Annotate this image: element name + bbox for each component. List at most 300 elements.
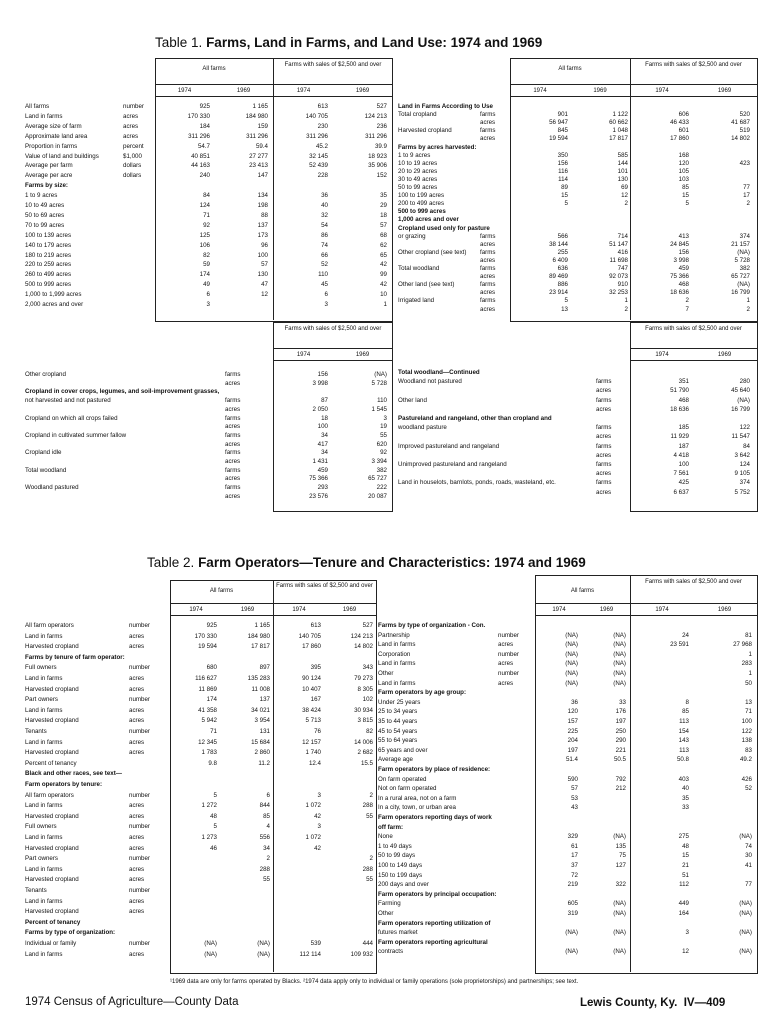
cell-value: 255 (557, 248, 568, 256)
divider (155, 84, 392, 85)
row-unit: acres (129, 844, 145, 852)
table-row (398, 490, 756, 496)
cell-value: 185 (678, 424, 689, 432)
cell-value: 449 (678, 900, 689, 908)
table-row (378, 892, 756, 898)
row-label: All farm operators (25, 791, 74, 799)
cell-value: 157 (567, 718, 578, 725)
row-unit: farms (225, 431, 241, 439)
table-row (398, 388, 756, 394)
cell-value: 2 (624, 305, 628, 313)
row-label: Average per acre (25, 172, 73, 180)
cell-value: 1 165 (252, 103, 268, 110)
year-1969: 1969 (355, 352, 370, 358)
cell-value: 1 122 (612, 111, 628, 119)
cell-value: (NA) (613, 650, 626, 658)
year-1974: 1974 (552, 607, 566, 613)
row-label: Land in farms (25, 950, 63, 958)
cell-value: 100 (678, 461, 689, 468)
row-label: 100 to 149 days (378, 862, 423, 869)
cell-value: 311 296 (188, 132, 210, 140)
row-label: Total woodland (398, 265, 440, 272)
table-row (398, 217, 756, 223)
cell-value: 197 (615, 718, 626, 725)
row-unit: number (498, 631, 519, 639)
row-unit: acres (225, 475, 241, 483)
cell-value: 164 (678, 910, 689, 917)
cell-value: (NA) (204, 940, 217, 947)
row-label: Other (378, 670, 394, 677)
cell-value: 3 954 (254, 717, 270, 725)
table-row (25, 634, 375, 640)
cell-value: 219 (567, 881, 578, 889)
row-label: Under 25 years (378, 698, 421, 706)
table-row (25, 623, 375, 629)
cell-value: 6 (266, 791, 270, 799)
cell-value: 46 (210, 844, 217, 852)
cell-value: 23 591 (670, 641, 689, 649)
row-label: Other land (398, 396, 427, 404)
divider (630, 348, 757, 349)
row-label: Corporation (378, 650, 411, 658)
cell-value: (NA) (613, 679, 626, 687)
row-unit: farms (596, 378, 612, 386)
table-row (398, 250, 756, 256)
cell-value: 120 (567, 708, 578, 716)
row-label: 50 to 99 acres (398, 184, 438, 191)
cell-value: 5 728 (371, 379, 387, 387)
cell-value: 42 (380, 281, 387, 289)
row-unit: number (498, 670, 519, 677)
cell-value: 24 (682, 631, 689, 639)
table-row (25, 193, 392, 199)
row-label: Value of land and buildings (25, 152, 99, 160)
cell-value: 27 968 (733, 641, 752, 649)
cell-value: 613 (310, 622, 321, 629)
cell-value: 23 576 (309, 492, 328, 500)
cell-value: (NA) (565, 631, 578, 639)
table-row (25, 223, 392, 229)
row-unit: number (129, 855, 150, 863)
cell-value: 23 413 (249, 162, 268, 170)
cell-value: 12 157 (302, 738, 321, 746)
divider (273, 360, 392, 361)
table-row (398, 226, 756, 232)
row-unit: acres (129, 950, 145, 958)
row-unit: farms (480, 232, 496, 240)
row-unit: acres (129, 643, 145, 651)
row-label: 100 to 139 acres (25, 231, 72, 239)
cell-value: 311 296 (365, 132, 387, 140)
row-label: Full owners (25, 664, 57, 672)
cell-value: 32 253 (609, 289, 628, 297)
cell-value: 176 (615, 708, 626, 716)
cell-value: 601 (678, 127, 689, 135)
row-label: Tenants (25, 887, 47, 894)
cell-value: 131 (259, 728, 270, 735)
row-label: In a city, town, or urban area (378, 804, 456, 812)
year-1969: 1969 (717, 352, 732, 358)
cell-value: 174 (199, 271, 210, 279)
cell-value: 75 366 (309, 475, 328, 483)
cell-value: 105 (678, 167, 689, 175)
cell-value: 106 (199, 241, 210, 249)
cell-value: 1 165 (254, 622, 270, 629)
cell-value: 39.9 (374, 142, 387, 150)
row-label: off farm: (378, 823, 404, 831)
cell-value: 2 860 (254, 749, 270, 757)
col-header-sales: Farms with sales of $2,500 and over (284, 326, 382, 332)
cell-value: 1 272 (201, 802, 217, 810)
row-label: Average size of farm (25, 122, 82, 130)
table-row (398, 434, 756, 440)
cell-value: 74 (321, 241, 328, 249)
table-row (25, 729, 375, 735)
cell-value: 792 (615, 775, 626, 783)
col-header-all-farms: All farms (209, 588, 234, 594)
row-label: Harvested cropland (25, 908, 79, 916)
cell-value: 29 (380, 202, 387, 209)
cell-value: 714 (617, 232, 628, 240)
row-unit: acres (129, 685, 145, 693)
year-1969: 1969 (342, 607, 357, 613)
cell-value: 116 (558, 167, 568, 175)
cell-value: 124 (199, 202, 210, 209)
cell-value: (NA) (565, 670, 578, 677)
row-label: Woodland pastured (25, 484, 79, 492)
cell-value: 71 (745, 708, 752, 716)
row-unit: acres (129, 865, 145, 873)
table-row (25, 134, 392, 140)
row-unit: acres (596, 433, 612, 441)
cell-value: 36 (321, 192, 328, 200)
cell-value: 1 (746, 297, 750, 305)
row-label: 200 days and over (378, 881, 429, 889)
cell-value: 21 (682, 862, 689, 869)
table-row (25, 292, 392, 298)
table-row (25, 718, 375, 724)
cell-value: 170 330 (187, 112, 210, 120)
cell-value: 44 163 (191, 162, 210, 170)
table-row (378, 921, 756, 927)
row-label: Land in farms (25, 802, 63, 810)
table-row (25, 173, 392, 179)
cell-value: 173 (257, 231, 268, 239)
row-label: Other cropland (25, 371, 66, 378)
cell-value: 350 (557, 151, 568, 159)
row-label: Farms by type of organization: (25, 929, 116, 937)
year-1974: 1974 (533, 88, 547, 94)
cell-value: 59 (203, 261, 210, 269)
cell-value: 212 (615, 785, 626, 793)
cell-value: 15 (682, 192, 689, 200)
row-label: Individual or family (25, 940, 77, 947)
cell-value: 4 418 (673, 451, 689, 459)
cell-value: (NA) (613, 660, 626, 668)
row-unit: $1,000 (123, 152, 142, 160)
cell-value: 45 (321, 281, 328, 289)
row-label: Other land (see text) (398, 281, 455, 289)
row-label: Land in farms (378, 660, 416, 668)
cell-value: (NA) (739, 833, 752, 841)
row-unit: number (129, 887, 150, 894)
table-row (378, 805, 756, 811)
year-1969: 1969 (717, 607, 732, 613)
table-row (25, 888, 375, 894)
cell-value: 130 (617, 175, 628, 183)
cell-value: 222 (376, 484, 387, 492)
table-row (398, 416, 756, 422)
row-unit: farms (596, 424, 612, 432)
row-unit: farms (596, 461, 612, 468)
row-label: Farm operators by age group: (378, 689, 467, 697)
row-label: 10 to 19 acres (398, 159, 438, 167)
cell-value: 53 (571, 794, 578, 802)
cell-value: 5 (685, 200, 689, 208)
cell-value: 9 105 (734, 470, 750, 478)
cell-value: (NA) (613, 641, 626, 649)
cell-value: 2 (369, 855, 373, 863)
cell-value: 55 (366, 876, 373, 884)
cell-value: 11 698 (609, 256, 628, 264)
cell-value: 747 (617, 265, 628, 272)
row-label: Farm operators reporting days of work (378, 814, 492, 821)
table-row (398, 471, 756, 477)
cell-value: 395 (310, 664, 321, 672)
row-unit: acres (596, 470, 612, 478)
cell-value: 114 (558, 175, 568, 183)
table-row (378, 700, 756, 706)
cell-value: 9.8 (208, 759, 217, 767)
table-row (25, 941, 375, 947)
cell-value: 130 (257, 271, 268, 279)
cell-value: (NA) (565, 948, 578, 956)
row-label: 25 to 34 years (378, 708, 418, 716)
table-row (25, 262, 392, 268)
cell-value: 59.4 (255, 142, 268, 150)
table1-title (155, 35, 542, 50)
table-row (378, 767, 756, 773)
table-row (25, 644, 375, 650)
cell-value: 61 (571, 842, 578, 850)
cell-value: 288 (362, 865, 373, 873)
cell-value: (NA) (565, 650, 578, 658)
row-unit: acres (225, 405, 241, 413)
table-row (25, 450, 392, 456)
row-label: Percent of tenancy (25, 759, 77, 767)
cell-value: 55 (366, 812, 373, 820)
table-row (398, 161, 756, 167)
row-unit: acres (225, 458, 241, 465)
cell-value: 3 (685, 929, 689, 937)
row-unit: farms (225, 449, 241, 457)
table-row (378, 777, 756, 783)
cell-value: 103 (678, 175, 689, 183)
cell-value: 3 998 (673, 256, 689, 264)
table-row (378, 834, 756, 840)
divider (155, 96, 392, 97)
row-label: Land in farms (25, 112, 63, 120)
row-label: Part owners (25, 855, 59, 863)
cell-value: 520 (739, 111, 750, 119)
cell-value: 137 (259, 696, 270, 704)
cell-value: 240 (199, 172, 210, 180)
row-unit: number (129, 728, 150, 735)
cell-value: 124 (739, 461, 750, 468)
cell-value: 15.5 (360, 759, 373, 767)
cell-value: 45 640 (731, 387, 750, 395)
row-unit: acres (225, 379, 241, 387)
cell-value: 680 (206, 664, 217, 672)
cell-value: (NA) (204, 950, 217, 958)
row-unit: farms (225, 414, 241, 422)
row-unit: acres (129, 802, 145, 810)
cell-value: 283 (741, 660, 752, 668)
table-row (25, 243, 392, 249)
row-unit: number (129, 823, 150, 831)
cell-value: 2 (746, 200, 750, 208)
row-label: Harvested cropland (25, 717, 79, 725)
row-label: Harvested cropland (25, 844, 79, 852)
table-row (378, 844, 756, 850)
table-row (398, 425, 756, 431)
cell-value: 69 (621, 184, 628, 191)
row-label: woodland pasture (398, 424, 447, 432)
row-unit: acres (596, 451, 612, 459)
table-row (25, 485, 392, 491)
table-row (25, 389, 392, 395)
cell-value: 140 705 (305, 112, 328, 120)
row-label: Harvested cropland (25, 685, 79, 693)
cell-value: 1 072 (305, 802, 321, 810)
table-row (398, 177, 756, 183)
table-row (398, 242, 756, 248)
row-unit: acres (480, 135, 496, 143)
table-row (25, 824, 375, 830)
cell-value: 109 932 (350, 950, 373, 958)
cell-value: 90 124 (302, 675, 321, 682)
row-label: Farming (378, 900, 401, 908)
cell-value: 293 (317, 484, 328, 492)
table-row (398, 379, 756, 385)
table-row (25, 372, 392, 378)
cell-value: 122 (739, 424, 750, 432)
cell-value: 19 (380, 423, 387, 431)
table-row (25, 272, 392, 278)
table-row (398, 120, 756, 126)
cell-value: 32 (321, 211, 328, 219)
cell-value: 112 114 (299, 950, 321, 958)
row-unit: dollars (123, 162, 142, 170)
row-label: futures market (378, 929, 418, 937)
row-label: Land in Farms According to Use (398, 103, 494, 110)
table-row (378, 815, 756, 821)
table-row (25, 697, 375, 703)
cell-value: 15 (561, 192, 568, 200)
cell-value: 225 (567, 727, 578, 735)
row-unit: number (498, 650, 519, 658)
cell-value: 47 (261, 281, 268, 289)
row-label: Land in farms (378, 679, 416, 687)
cell-value: 34 (263, 844, 270, 852)
cell-value: 275 (678, 833, 689, 841)
cell-value: 17 860 (302, 643, 321, 651)
cell-value: 54.7 (197, 142, 210, 150)
cell-value: 886 (557, 281, 568, 289)
divider (170, 615, 376, 616)
row-label: 100 to 199 acres (398, 192, 445, 200)
table1-number: Table 1. (155, 35, 203, 50)
row-label: Not on farm operated (378, 785, 437, 793)
table-row (25, 782, 375, 788)
table-row (25, 114, 392, 120)
table-row (25, 424, 392, 430)
table-row (398, 169, 756, 175)
cell-value: 925 (206, 622, 217, 629)
table-row (378, 729, 756, 735)
table-row (378, 940, 756, 946)
table-row (378, 652, 756, 658)
table-row (378, 757, 756, 763)
table-row (25, 213, 392, 219)
cell-value: 92 (203, 221, 210, 229)
cell-value: 11 929 (670, 433, 689, 441)
cell-value: (NA) (565, 660, 578, 668)
cell-value: 3 (206, 301, 210, 308)
table-row (25, 676, 375, 682)
cell-value: 85 (682, 708, 689, 716)
table-row (378, 863, 756, 869)
row-label: Farm operators reporting utilization of (378, 919, 491, 927)
divider (170, 603, 376, 604)
cell-value: 1 431 (312, 458, 328, 465)
row-unit: farms (480, 265, 496, 272)
row-unit: acres (129, 706, 145, 714)
cell-value: 6 637 (673, 488, 689, 496)
cell-value: 71 (210, 728, 217, 735)
row-unit: acres (129, 632, 145, 640)
table2-footnote: ¹1969 data are only for farms operated by Blacks. ²1974 data apply only to individual or family operations (sole proprietorships) and partnerships; see text. (170, 979, 579, 985)
cell-value: 27 277 (249, 152, 268, 160)
cell-value: 6 (206, 291, 210, 299)
row-label: Farms by tenure of farm operator: (25, 653, 125, 661)
cell-value: 3 998 (312, 379, 328, 387)
table-row (398, 112, 756, 118)
cell-value: 236 (376, 122, 387, 130)
row-label: Partnership (378, 631, 410, 639)
cell-value: 14 802 (731, 135, 750, 143)
cell-value: 18 636 (670, 289, 689, 297)
cell-value: 280 (739, 378, 750, 386)
row-label: 45 to 54 years (378, 727, 418, 735)
cell-value: 288 (362, 802, 373, 810)
cell-value: 7 561 (673, 470, 689, 478)
row-label: Other (378, 910, 394, 917)
row-unit: acres (129, 908, 145, 916)
row-label: Cropland on which all crops failed (25, 414, 118, 422)
cell-value: 374 (739, 232, 750, 240)
table-row (25, 750, 375, 756)
divider (510, 84, 757, 85)
cell-value: 122 (741, 727, 752, 735)
cell-value: 444 (362, 940, 373, 947)
year-1969: 1969 (599, 607, 614, 613)
table-row (25, 909, 375, 915)
cell-value: 184 980 (245, 112, 268, 120)
cell-value: 539 (310, 940, 321, 947)
cell-value: 72 (571, 871, 578, 879)
cell-value: 51 790 (670, 387, 689, 395)
